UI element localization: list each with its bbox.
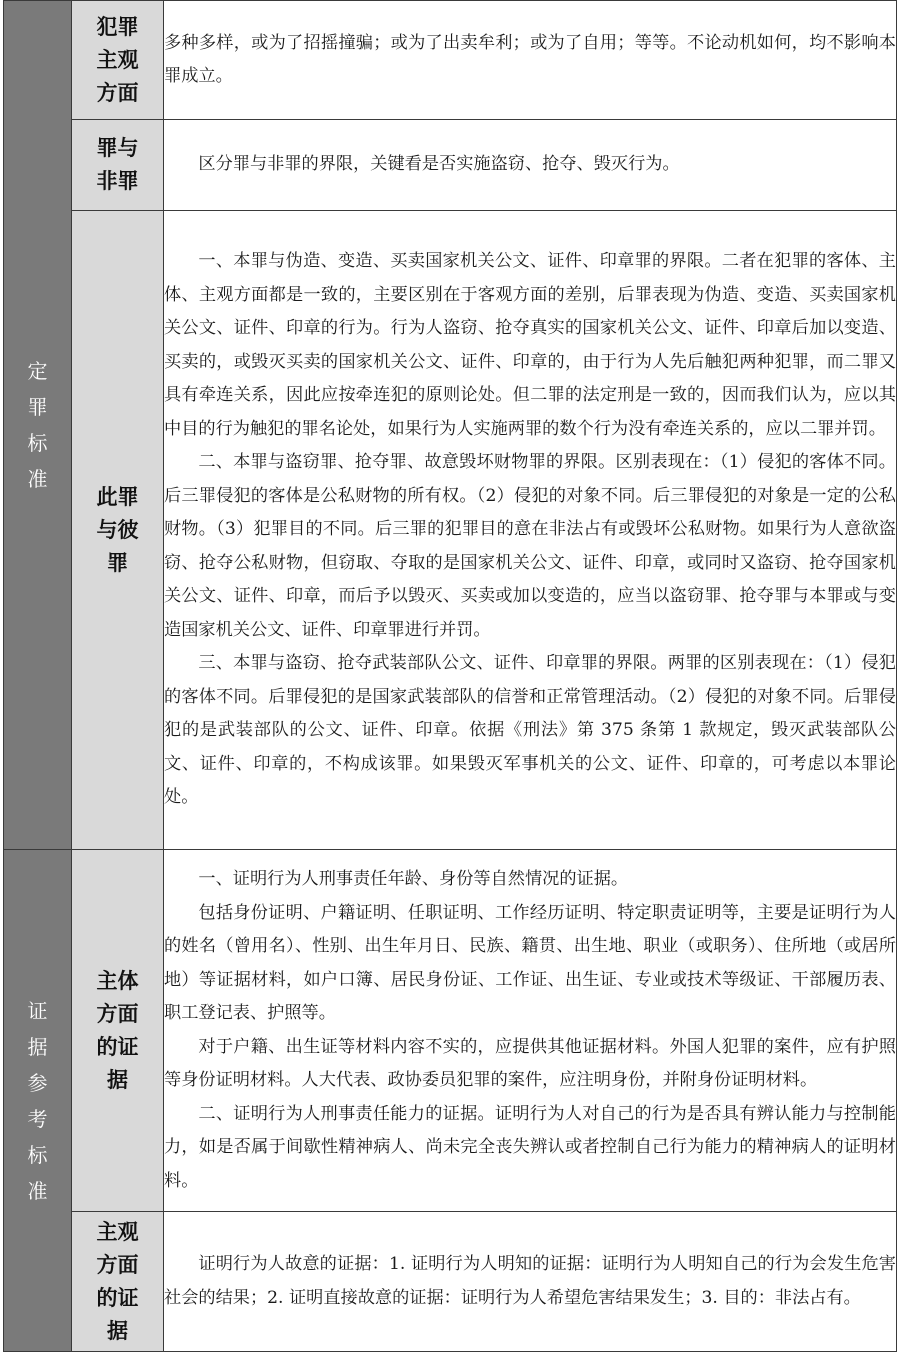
section-title-evidence: 证据参考标准 xyxy=(4,850,72,1352)
paragraph: 对于户籍、出生证等材料内容不实的，应提供其他证据材料。外国人犯罪的案件，应有护照等身份证明材料。人大代表、政协委员犯罪的案件，应注明身份，并附身份证明材料。 xyxy=(164,1036,896,1090)
row-label: 此罪与彼罪 xyxy=(72,211,164,850)
paragraph: 一、本罪与伪造、变造、买卖国家机关公文、证件、印章罪的界限。二者在犯罪的客体、主体、主观方面都是一致的，主要区别在于客观方面的差别，后罪表现为伪造、变造、买卖国家机关公文、证件、印章的行为。行为人盗窃、抢夺真实的国家机关公文、证件、印章后加以变造、买卖的，或毁灭买卖的国家机关公文、证件、印章的，由于行为人先后触犯两种犯罪，而二罪又具有牵连关系，因此应按牵连犯的原则论处。但二罪的法定刑是一致的，因而我们认为，应以其中目的行为触犯的罪名论处，如果行为人实施两罪的数个行为没有牵连关系的，应以二罪并罚。 xyxy=(164,251,896,439)
paragraph: 证明行为人故意的证据：1. 证明行为人明知的证据：证明行为人明知自己的行为会发生危害社会的结果；2. 证明直接故意的证据：证明行为人希望危害结果发生；3. 目的：非法占有。 xyxy=(164,1254,896,1308)
table-row xyxy=(4,850,897,1212)
row-content xyxy=(164,1212,897,1352)
document-table xyxy=(3,0,897,1352)
row-content xyxy=(164,211,897,850)
paragraph: 多种多样，或为了招摇撞骗；或为了出卖牟利；或为了自用；等等。不论动机如何，均不影响本罪成立。 xyxy=(164,32,896,86)
table-row xyxy=(4,211,897,850)
paragraph: 三、本罪与盗窃、抢夺武装部队公文、证件、印章罪的界限。两罪的区别表现在：（1）侵犯的客体不同。后罪侵犯的是国家武装部队的信誉和正常管理活动。（2）侵犯的对象不同。后罪侵犯的是武装部队的公文、证件、印章。依据《刑法》第 375 条第 1 款规定，毁灭武装部队公文、证件、印章的，不构成该罪。如果毁灭军事机关的公文、证件、印章的，可考虑以本罪论处。 xyxy=(164,653,896,808)
row-content xyxy=(164,850,897,1212)
table-row xyxy=(4,1,897,120)
row-label: 主体方面的证据 xyxy=(72,850,164,1212)
section-title-conviction: 定罪标准 xyxy=(4,1,72,850)
paragraph: 二、证明行为人刑事责任能力的证据。证明行为人对自己的行为是否具有辨认能力与控制能力，如是否属于间歇性精神病人、尚未完全丧失辨认或者控制自己行为能力的精神病人的证明材料。 xyxy=(164,1103,896,1191)
row-label: 犯罪主观方面 xyxy=(72,1,164,120)
row-content xyxy=(164,120,897,211)
table-row xyxy=(4,120,897,211)
row-label: 罪与非罪 xyxy=(72,120,164,211)
paragraph: 二、本罪与盗窃罪、抢夺罪、故意毁坏财物罪的界限。区别表现在：（1）侵犯的客体不同。后三罪侵犯的客体是公私财物的所有权。（2）侵犯的对象不同。后三罪侵犯的对象是一定的公私财物。（3）犯罪目的不同。后三罪的犯罪目的意在非法占有或毁坏公私财物。如果行为人意欲盗窃、抢夺公私财物，但窃取、夺取的是国家机关公文、证件、印章，或同时又盗窃、抢夺国家机关公文、证件、印章，而后予以毁灭、买卖或加以变造的，应当以盗窃罪、抢夺罪与本罪或与变造国家机关公文、证件、印章罪进行并罚。 xyxy=(164,452,896,640)
paragraph: 区分罪与非罪的界限，关键看是否实施盗窃、抢夺、毁灭行为。 xyxy=(198,154,680,175)
paragraph: 一、证明行为人刑事责任年龄、身份等自然情况的证据。 xyxy=(198,869,629,889)
paragraph: 包括身份证明、户籍证明、任职证明、工作经历证明、特定职责证明等，主要是证明行为人的姓名（曾用名）、性别、出生年月日、民族、籍贯、出生地、职业（或职务）、住所地（或居所地）等证据材料，如户口簿、居民身份证、工作证、出生证、专业或技术等级证、干部履历表、职工登记表、护照等。 xyxy=(164,902,896,1023)
row-label: 主观方面的证据 xyxy=(72,1212,164,1352)
row-content xyxy=(164,1,897,120)
table-row xyxy=(4,1212,897,1352)
